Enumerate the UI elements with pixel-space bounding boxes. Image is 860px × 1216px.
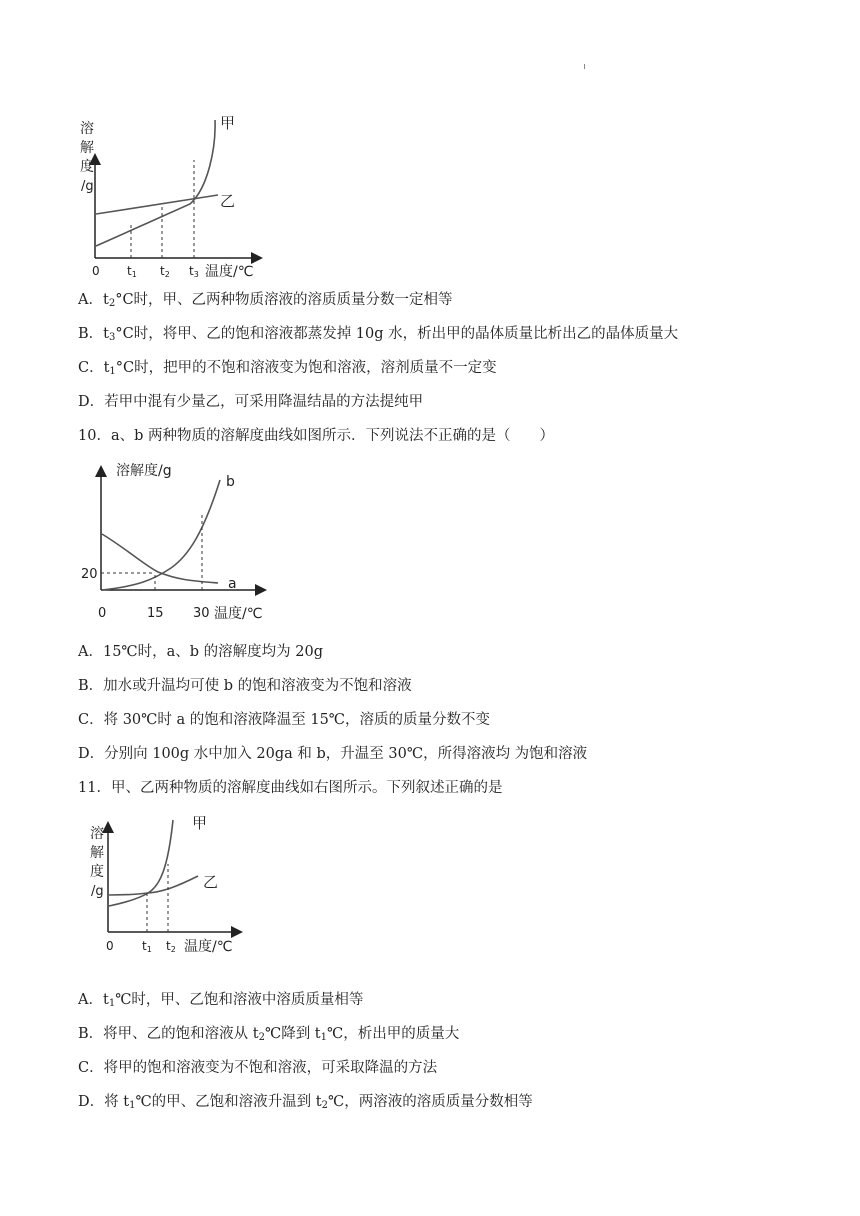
- tick-t3: t3: [189, 264, 199, 279]
- series-label-yi: 乙: [203, 873, 219, 891]
- page-mark: [584, 64, 585, 69]
- y-tick-20: 20: [81, 567, 98, 582]
- ylabel-2: 度: [80, 159, 94, 175]
- x-tick-15: 15: [147, 606, 164, 621]
- q11-figure: [88, 810, 258, 964]
- q10-option-c: C．将 30℃时 a 的饱和溶液降温至 15℃，溶质的质量分数不变: [78, 712, 491, 728]
- x-tick-30: 30: [193, 606, 210, 621]
- ylabel-1: 解: [90, 845, 104, 861]
- q9-option-a: A．$t_2^\circ C$时，甲、乙两种物质溶液的溶质质量分数一定相等: [78, 292, 453, 309]
- q10-option-b: B．加水或升温均可使 b 的饱和溶液变为不饱和溶液: [78, 678, 412, 694]
- q10-option-a: A．15℃时，a、b 的溶解度均为 20g: [78, 644, 324, 660]
- xlabel: 温度/℃: [205, 264, 254, 280]
- q9-figure: [78, 108, 278, 287]
- tick-t1: t1: [142, 939, 152, 954]
- ylabel-3: /g: [81, 179, 94, 194]
- q11-option-c: C．将甲的饱和溶液变为不饱和溶液，可采取降温的方法: [78, 1060, 438, 1076]
- curve-a: [102, 534, 218, 583]
- xlabel: 温度/℃: [214, 606, 263, 622]
- q9-chart: [78, 108, 278, 283]
- ylabel: 溶解度/g: [116, 463, 172, 479]
- q11-option-b: B．将甲、乙的饱和溶液从 $t_2℃$降到 $t_1℃$，析出甲的质量大: [78, 1026, 460, 1043]
- curve-yi: [96, 195, 218, 214]
- ylabel-3: /g: [91, 884, 104, 899]
- series-label-b: b: [226, 474, 235, 490]
- series-label-jia: 甲: [192, 814, 208, 832]
- q11-option-a: A．$t_1℃$时，甲、乙饱和溶液中溶质质量相等: [78, 992, 364, 1009]
- series-label-jia: 甲: [220, 114, 236, 132]
- q11-chart: [88, 810, 258, 960]
- ylabel-0: 溶: [80, 121, 94, 137]
- series-label-yi: 乙: [220, 192, 236, 210]
- q9-option-d: D．若甲中混有少量乙，可采用降温结晶的方法提纯甲: [78, 394, 424, 410]
- q10-figure: [78, 460, 278, 629]
- series-label-a: a: [228, 576, 237, 592]
- ylabel-2: 度: [90, 864, 104, 880]
- tick-t2: t2: [160, 264, 170, 279]
- tick-t2: t2: [166, 939, 176, 954]
- q9-option-b: B．$t_3^\circ C$时，将甲、乙的饱和溶液都蒸发掉 10g 水，析出甲的晶体质量比析出乙的晶体质量大: [78, 326, 679, 343]
- curve-jia: [96, 120, 215, 246]
- origin-label: 0: [106, 939, 114, 953]
- xlabel: 温度/℃: [184, 939, 233, 955]
- origin-label: 0: [98, 606, 107, 621]
- origin-label: 0: [92, 264, 100, 278]
- q9-option-c: C．$t_1^\circ C$时，把甲的不饱和溶液变为饱和溶液，溶剂质量不一定变: [78, 360, 497, 377]
- q10-chart: [78, 460, 278, 625]
- q11-stem: 11．甲、乙两种物质的溶解度曲线如右图所示。下列叙述正确的是: [78, 780, 503, 796]
- q10-option-d: D．分别向 100g 水中加入 20ga 和 b，升温至 30℃，所得溶液均 为饱和溶液: [78, 746, 588, 762]
- q10-stem: 10．a、b 两种物质的溶解度曲线如图所示．下列说法不正确的是（ ）: [78, 428, 554, 444]
- curve-yi: [109, 876, 198, 895]
- ylabel-0: 溶: [90, 826, 104, 842]
- q11-option-d: D．将 $t_1℃$的甲、乙饱和溶液升温到 $t_2℃$，两溶液的溶质质量分数相等: [78, 1094, 533, 1111]
- ylabel-1: 解: [80, 140, 94, 156]
- tick-t1: t1: [127, 264, 137, 279]
